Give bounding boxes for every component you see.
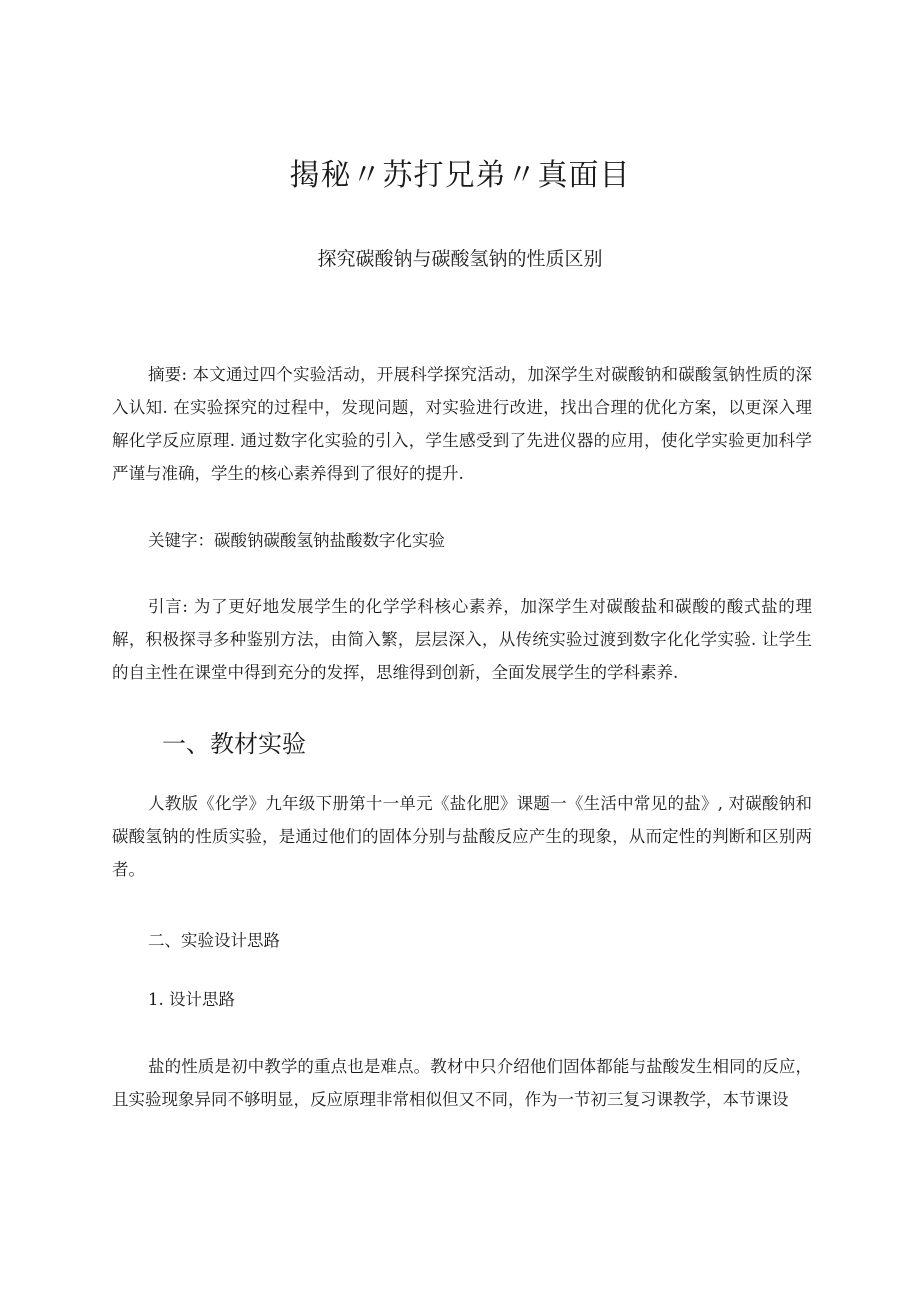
document-subtitle: 探究碳酸钠与碳酸氢钠的性质区别: [317, 248, 603, 270]
textbook-experiment-paragraph: 人教版《化学》九年级下册第十一单元《盐化肥》课题一《生活中常见的盐》, 对碳酸钠和碳酸氢钠的性质实验，是通过他们的固体分别与盐酸反应产生的现象，从而定性的判断和区别两者。: [112, 794, 812, 879]
abstract-paragraph: 摘要: 本文通过四个实验活动，开展科学探究活动，加深学生对碳酸钠和碳酸氢钠性质的深入认知. 在实验探究的过程中，发现问题，对实验进行改进，找出合理的优化方案，以更深入理解化学反应原理. 通过数字化实验的引入，学生感受到了先进仪器的应用，使化学实验更加科学严谨与准确，学生的核心素养得到了很好的提升.: [112, 365, 812, 483]
section-heading-textbook-experiment: 一、教材实验: [162, 730, 306, 758]
section-heading-design-approach: 二、实验设计思路: [148, 931, 280, 950]
keywords-paragraph: 关键字：碳酸钠碳酸氢钠盐酸数字化实验: [148, 531, 445, 550]
design-idea-paragraph: 盐的性质是初中教学的重点也是难点。教材中只介绍他们固体都能与盐酸发生相同的反应，且实验现象异同不够明显，反应原理非常相似但又不同，作为一节初三复习课教学，本节课设: [112, 1057, 812, 1109]
document-title: 揭秘〃苏打兄弟〃真面目: [289, 158, 631, 193]
introduction-paragraph: 引言: 为了更好地发展学生的化学学科核心素养，加深学生对碳酸盐和碳酸的酸式盐的理解，积极探寻多种鉴别方法，由简入繁，层层深入，从传统实验过渡到数字化化学实验. 让学生的自主性在课堂中得到充分的发挥，思维得到创新，全面发展学生的学科素养.: [112, 597, 812, 682]
subsection-heading-design-idea: 1. 设计思路: [148, 990, 235, 1009]
